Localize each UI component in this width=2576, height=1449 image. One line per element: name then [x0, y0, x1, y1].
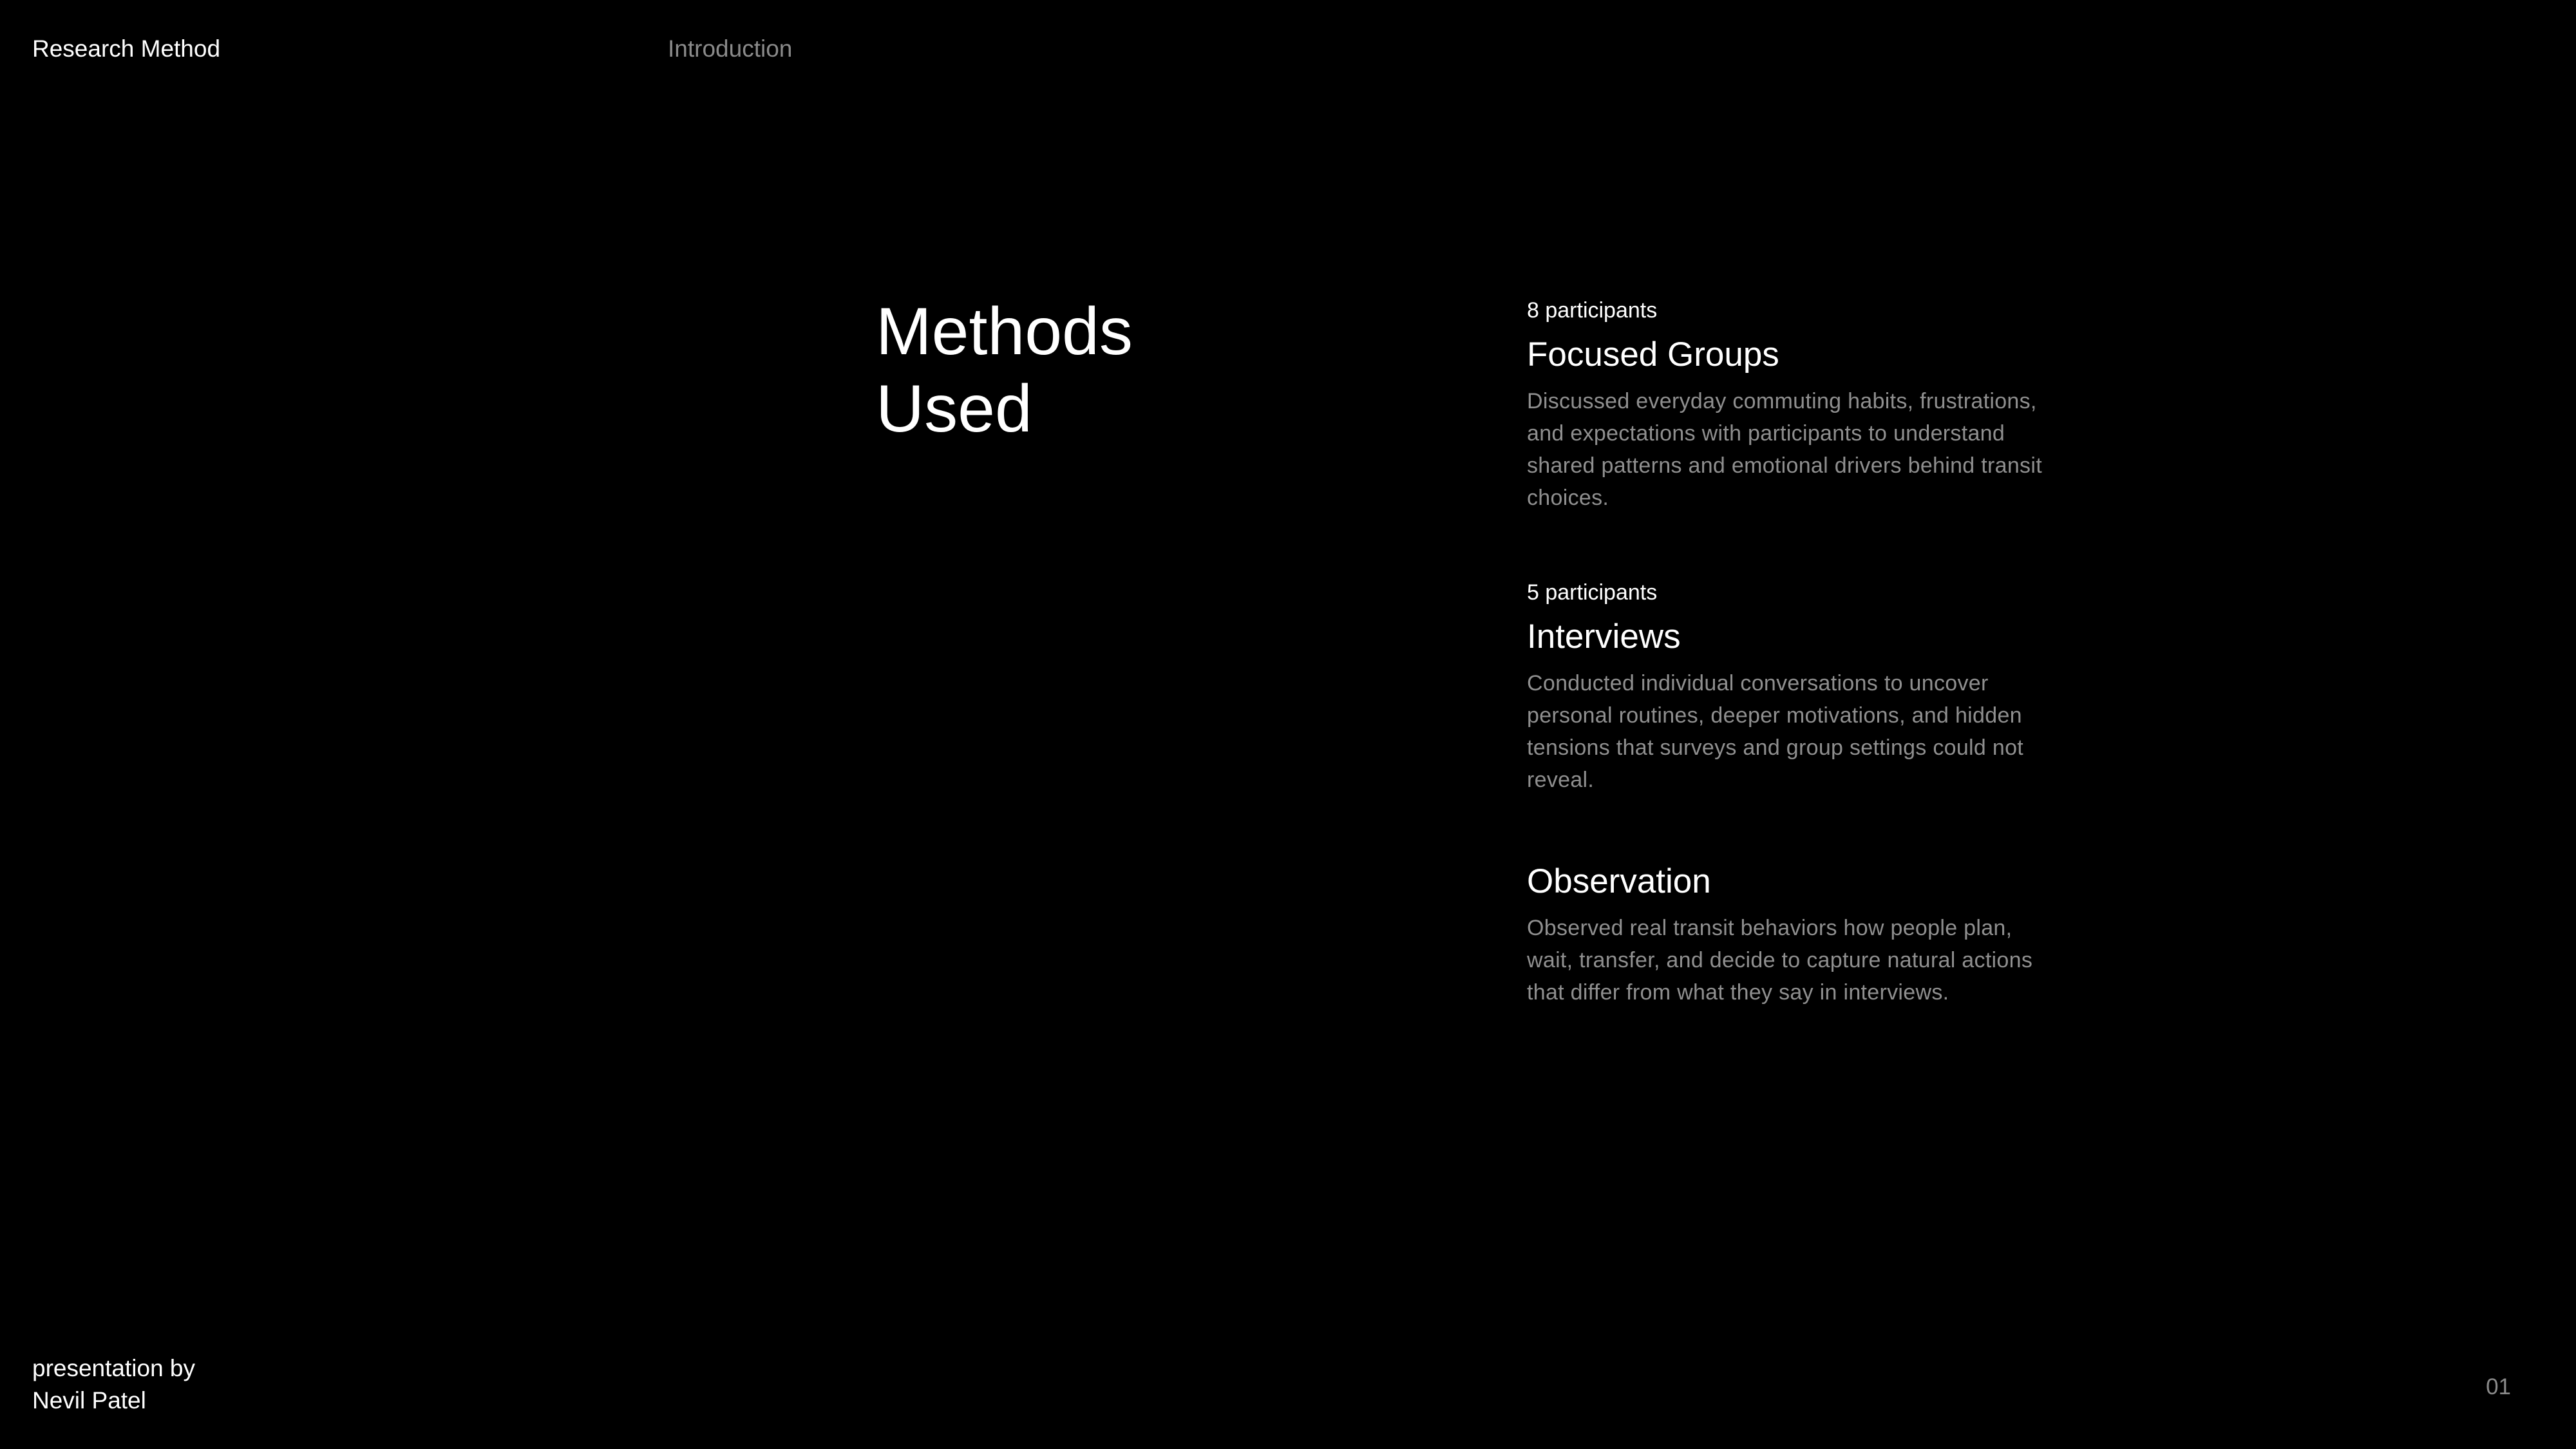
method-title: Observation [1527, 862, 1711, 900]
method-interviews [1527, 578, 2061, 796]
method-description: Conducted individual conversations to uncover personal routines, deeper motivations, and hidden tensions that surveys and group settings could not reveal. [1527, 671, 2024, 792]
method-description: Observed real transit behaviors how people plan, wait, transfer, and decide to capture natural actions that differ from what they say in interviews. [1527, 916, 2033, 1005]
credit-label: presentation by [32, 1355, 196, 1381]
presenter-credit [32, 1352, 195, 1417]
method-title: Focused Groups [1527, 336, 1779, 374]
method-description: Discussed everyday commuting habits, frustrations, and expectations with participants to understand shared patterns and emotional drivers behind transit choices. [1527, 389, 2042, 510]
method-observation [1527, 860, 2061, 1009]
section-label: Research Method [32, 35, 221, 62]
participant-count: 5 participants [1527, 580, 1658, 605]
presenter-name: Nevil Patel [32, 1387, 146, 1414]
page-title-line-1: Methods [876, 294, 1133, 369]
page-title-line-2: Used [876, 372, 1032, 446]
page-number: 01 [2486, 1374, 2511, 1399]
participant-count: 8 participants [1527, 298, 1658, 323]
method-title: Interviews [1527, 618, 1681, 656]
page-title [876, 293, 1133, 448]
method-focused-groups [1527, 296, 2061, 514]
nav-link-introduction[interactable]: Introduction [668, 35, 793, 62]
methods-list [1527, 296, 2061, 1009]
